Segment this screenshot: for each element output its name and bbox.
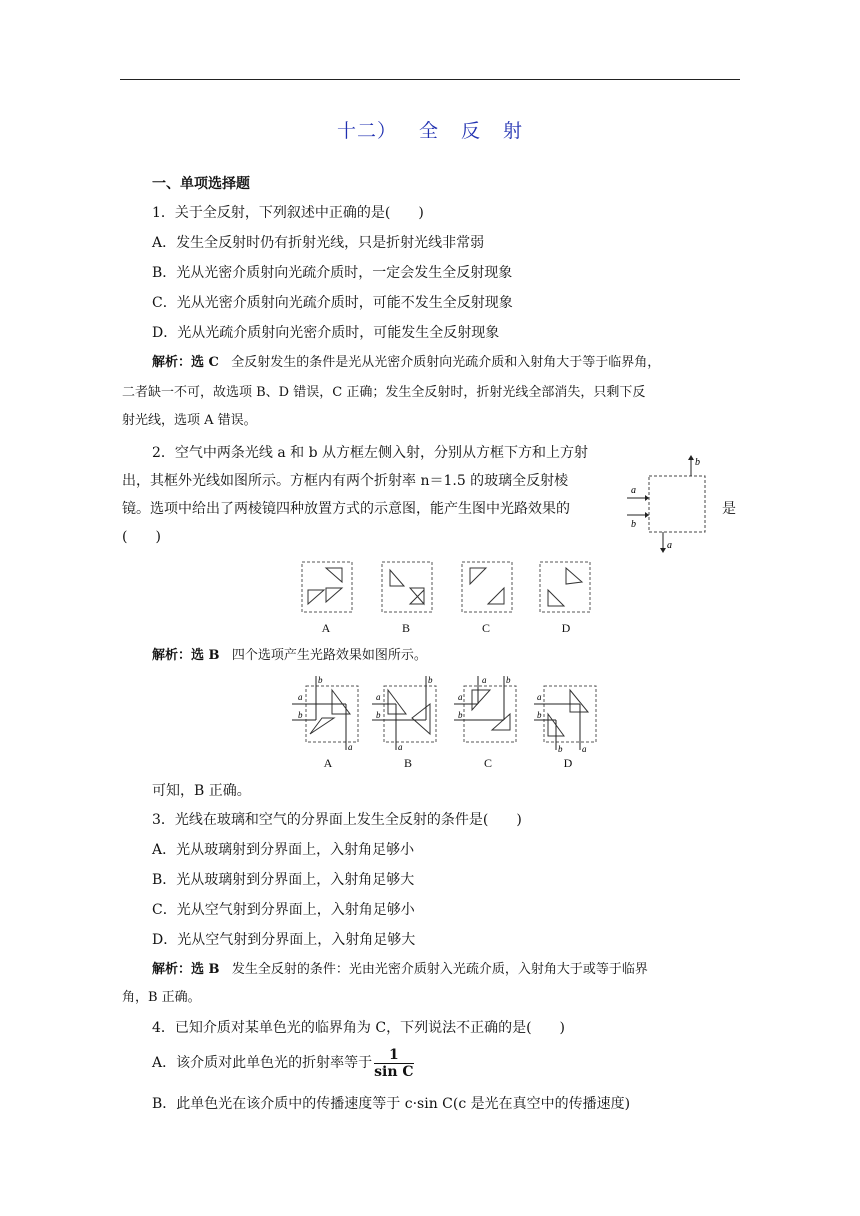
solution-b-caption: B [403,756,412,770]
ray-a-label: a [482,675,487,685]
q2-options-figure [298,558,598,618]
ray-a-label: a [667,540,672,551]
ray-b-label: b [695,457,700,468]
option-c-caption: C [481,621,490,635]
answer-text: 全反射发生的条件是光从光密介质射向光疏介质和入射角大于等于临界角， [231,355,661,370]
q4-option-a-text: A．该介质对此单色光的折射率等于 [152,1055,373,1071]
q4-stem: 4．已知介质对某单色光的临界角为 C，下列说法不正确的是( ) [152,1020,565,1036]
q1-answer [152,353,660,373]
ray-b-label: b [428,675,433,685]
header-rule [120,79,740,80]
option-b-caption: B [401,621,410,635]
ray-a-label: a [537,692,542,702]
q3-option-a: A．光从玻璃射到分界面上，入射角足够小 [152,842,415,858]
q1-option-b: B．光从光密介质射向光疏介质时，一定会发生全反射现象 [152,265,513,281]
section-heading: 一、单项选择题 [152,176,250,192]
q4-option-a [152,1046,414,1080]
q3-option-c: C．光从空气射到分界面上，入射角足够小 [152,902,415,918]
q1-answer-line2: 二者缺一不可，故选项 B、D 错误，C 正确；发生全反射时，折射光线全部消失，只剩下反 [122,385,646,400]
option-d-caption: D [561,621,571,635]
answer-key: 解析：选 B [152,648,220,663]
q1-option-d: D．光从光疏介质射向光密介质时，可能发生全反射现象 [152,325,500,341]
q3-answer-line2: 角，B 正确。 [122,990,201,1005]
title-char: 全 [418,120,439,142]
option-d-diagram [540,562,590,612]
ray-a-label: a [376,692,381,702]
solution-d-diagram [534,686,596,754]
ray-a-label: a [631,485,636,496]
q3-stem: 3．光线在玻璃和空气的分界面上发生全反射的条件是( ) [152,812,522,828]
q1-stem: 1．关于全反射，下列叙述中正确的是( ) [152,205,424,221]
solution-c-diagram [454,675,516,742]
q2-box-diagram [625,452,725,556]
ray-a-label: a [298,692,303,702]
q2-answer [152,646,427,666]
fraction-denominator: sin C [374,1063,414,1080]
q2-stem-line2: 出，其框外光线如图所示。方框内有两个折射率 n＝1.5 的玻璃全反射棱 [122,473,569,489]
q1-option-c: C．光从光密介质射向光疏介质时，可能不发生全反射现象 [152,295,513,311]
page-title [0,116,860,143]
ray-b-label: b [558,744,563,754]
title-char: 反 [461,120,482,142]
ray-a-label: a [582,744,587,754]
ray-a-label: a [398,742,403,752]
answer-text: 发生全反射的条件：光由光密介质射入光疏介质，入射角大于或等于临界 [231,962,648,977]
solution-c-caption: C [483,756,492,770]
solution-a-diagram [292,675,358,752]
q4-option-b: B．此单色光在该介质中的传播速度等于 c·sin C(c 是光在真空中的传播速度) [152,1096,631,1112]
answer-text: 四个选项产生光路效果如图所示。 [231,648,427,663]
q3-option-b: B．光从玻璃射到分界面上，入射角足够大 [152,872,415,888]
answer-key: 解析：选 B [152,962,220,977]
q3-option-d: D．光从空气射到分界面上，入射角足够大 [152,932,416,948]
q3-answer [152,960,648,980]
ray-b-label: b [298,710,303,720]
option-b-diagram [382,562,432,612]
q1-option-a: A．发生全反射时仍有折射光线，只是折射光线非常弱 [152,235,485,251]
fraction-numerator: 1 [374,1047,413,1064]
ray-b-label: b [376,710,381,720]
q2-stem-line3-tail: 是 [722,501,736,517]
ray-a-label: a [348,742,353,752]
ray-a-label: a [458,692,463,702]
q2-solution-figure [292,674,602,756]
ray-b-label: b [458,710,463,720]
ray-b-label: b [631,519,636,530]
ray-b-label: b [506,675,511,685]
q2-stem-line1: 2．空气中两条光线 a 和 b 从方框左侧入射，分别从方框下方和上方射 [152,445,589,461]
title-char: 射 [503,120,524,142]
q2-conclusion: 可知，B 正确。 [152,783,251,799]
ray-b-label: b [318,675,323,685]
q1-answer-line3: 射光线，选项 A 错误。 [122,413,257,428]
option-a-caption: A [321,621,331,635]
solution-a-caption: A [323,756,333,770]
answer-key: 解析：选 C [152,355,219,370]
ray-b-label: b [537,710,542,720]
option-a-diagram [302,562,352,612]
solution-b-diagram [372,675,436,752]
solution-d-caption: D [563,756,573,770]
title-number: 十二） [336,120,397,142]
q2-stem-line3: 镜。选项中给出了两棱镜四种放置方式的示意图，能产生图中光路效果的 [122,501,570,517]
q2-stem-line4: ( ) [122,529,161,545]
fraction [374,1047,413,1080]
option-c-diagram [462,562,512,612]
